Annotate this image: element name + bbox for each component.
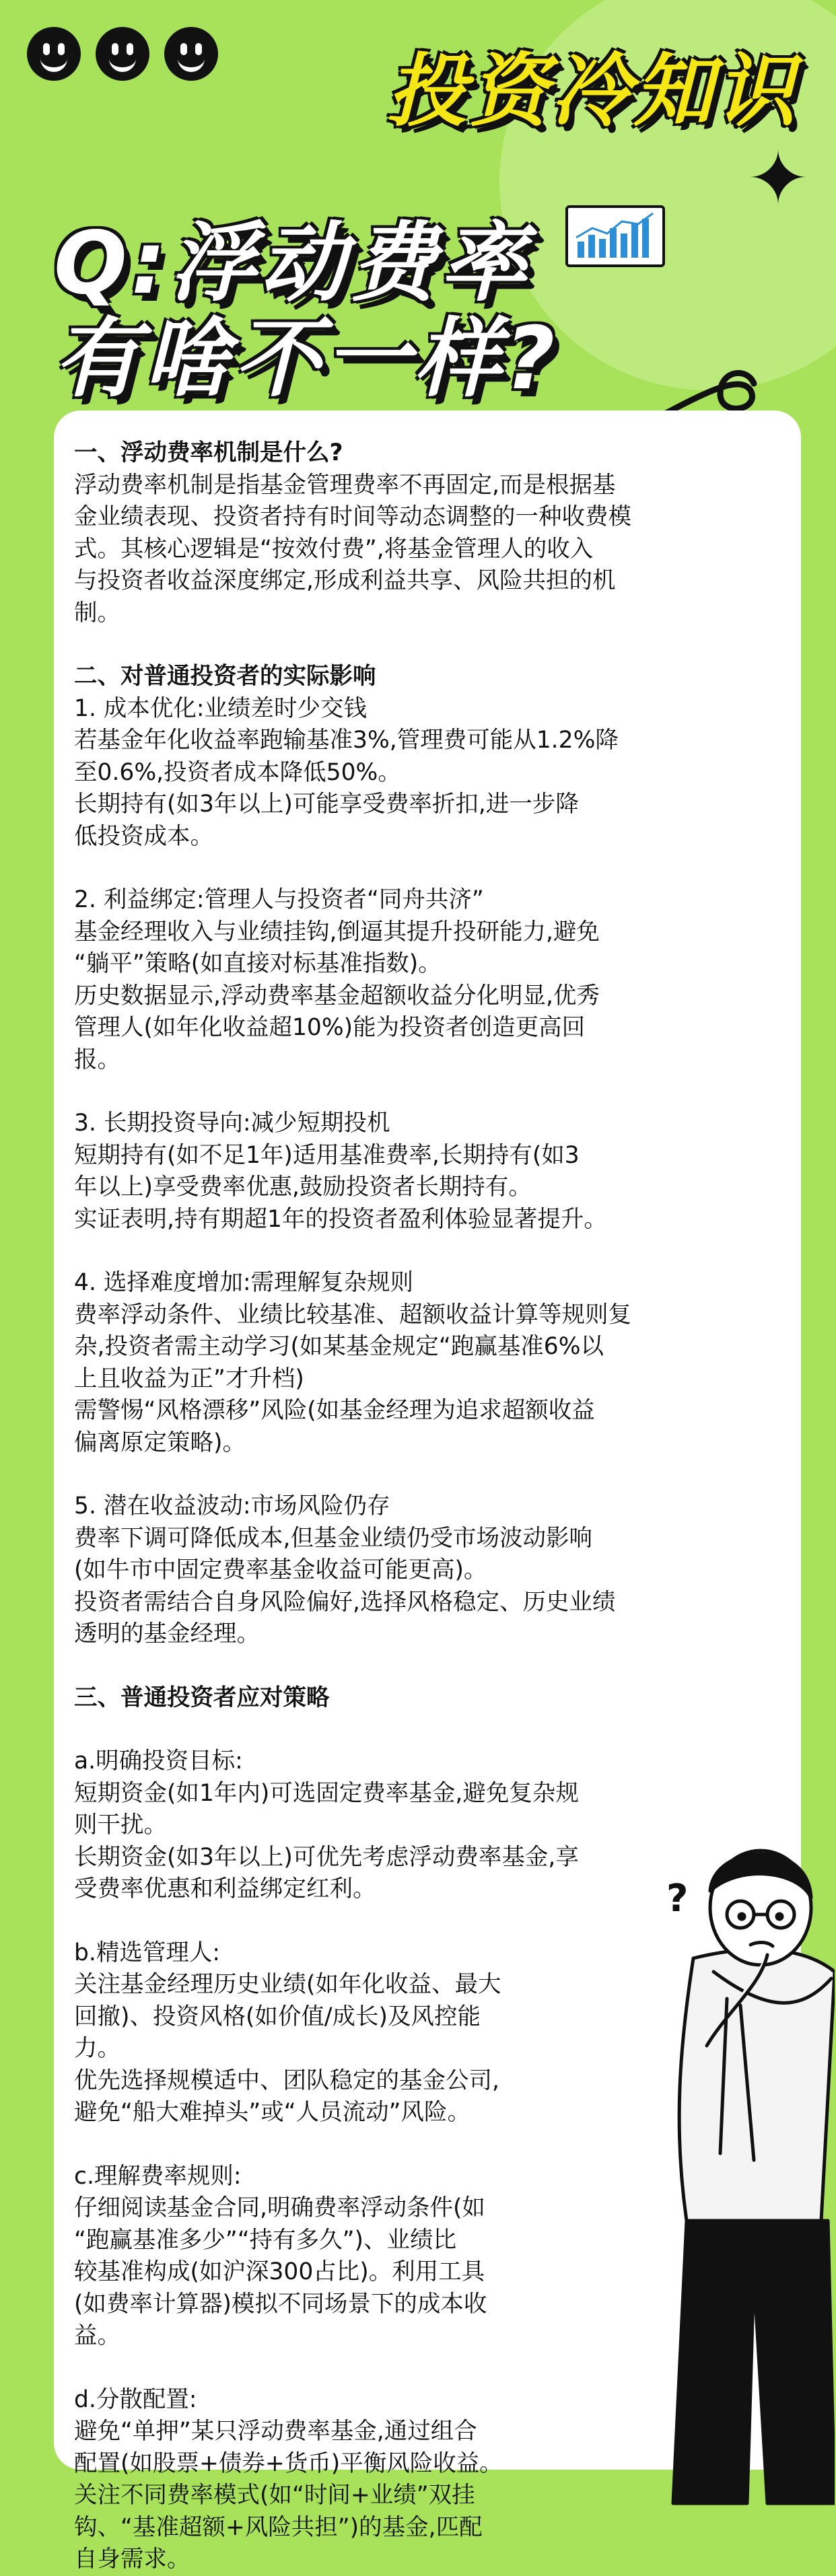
svg-text:?: ? bbox=[666, 1877, 689, 1921]
section-spacer bbox=[74, 853, 774, 884]
section-spacer bbox=[74, 1651, 774, 1682]
section-heading: 一、浮动费率机制是什么? bbox=[74, 439, 343, 466]
smiley-row bbox=[27, 27, 218, 81]
section-spacer bbox=[74, 629, 774, 661]
section-spacer bbox=[74, 1076, 774, 1108]
sparkle-icon: ✦ bbox=[746, 135, 809, 221]
smiley-icon bbox=[96, 27, 149, 81]
smiley-icon bbox=[164, 27, 218, 81]
section-paragraph: b.精选管理人: 关注基金经理历史业绩(如年化收益、最大 回撤)、投资风格(如价值/成长)及风控能 力。 优先选择规模适中、团队稳定的基金公司, 避免“船大难掉头”或“人员流动”风险。 bbox=[74, 1939, 501, 2126]
bar-chart-icon bbox=[565, 205, 665, 267]
section-spacer bbox=[74, 1714, 774, 1746]
thinking-person-illustration bbox=[666, 1844, 835, 2510]
section-spacer bbox=[74, 1459, 774, 1491]
section-paragraph: c.理解费率规则: 仔细阅读基金合同,明确费率浮动条件(如 “跑赢基准多少”“持有多久”)、业绩比 较基准构成(如沪深300占比)。利用工具 (如费率计算器)模拟不同场景下的成本收 益。 bbox=[74, 2162, 487, 2349]
section-paragraph: a.明确投资目标: 短期资金(如1年内)可选固定费率基金,避免复杂规 则干扰。 长期资金(如3年以上)可优先考虑浮动费率基金,享 受费率优惠和利益绑定红利。 bbox=[74, 1748, 579, 1902]
section-paragraph: 浮动费率机制是指基金管理费率不再固定,而是根据基 金业绩表现、投资者持有时间等动态调整的一种收费模 式。其核心逻辑是“按效付费”,将基金管理人的收入 与投资者收益深度绑定,形成利益共享、风险共担的机 制。 bbox=[74, 471, 631, 627]
question-line-1: Q:浮动费率 bbox=[54, 213, 531, 314]
section-spacer bbox=[74, 1236, 774, 1267]
question-line-2: 有啥不一样? bbox=[54, 309, 559, 409]
section-heading: 二、对普通投资者的实际影响 bbox=[74, 663, 376, 690]
section-heading: 三、普通投资者应对策略 bbox=[74, 1684, 330, 1711]
section-paragraph: 2. 利益绑定:管理人与投资者“同舟共济” 基金经理收入与业绩挂钩,倒逼其提升投研能力,避免 “躺平”策略(如直接对标基准指数)。 历史数据显示,浮动费率基金超额收益分化明显,优秀 管理人(如年化收益超10%)能为投资者创造更高回 报。 bbox=[74, 886, 600, 1073]
page-title: 投资冷知识 bbox=[386, 44, 798, 137]
section-paragraph: 3. 长期投资导向:减少短期投机 短期持有(如不足1年)适用基准费率,长期持有(如3 年以上)享受费率优惠,鼓励投资者长期持有。 实证表明,持有期超1年的投资者盈利体验显著提升。 bbox=[74, 1110, 607, 1233]
section-paragraph: 5. 潜在收益波动:市场风险仍存 费率下调可降低成本,但基金业绩仍受市场波动影响 (如牛市中固定费率基金收益可能更高)。 投资者需结合自身风险偏好,选择风格稳定、历史业绩 透明的基金经理。 bbox=[74, 1493, 616, 1647]
smiley-icon bbox=[27, 27, 81, 81]
section-paragraph: 4. 选择难度增加:需理解复杂规则 费率浮动条件、业绩比较基准、超额收益计算等规则复 杂,投资者需主动学习(如某基金规定“跑赢基准6%以 上且收益为正”才升档) 需警惕“风格漂移”风险(如基金经理为追求超额收益 偏离原定策略)。 bbox=[74, 1269, 631, 1456]
section-paragraph: d.分散配置: 避免“单押”某只浮动费率基金,通过组合 配置(如股票+债券+货币)平衡风险收益。 关注不同费率模式(如“时间+业绩”双挂 钩、“基准超额+风险共担”)的基金,匹配 自身需求。 bbox=[74, 2386, 503, 2573]
section-paragraph: 1. 成本优化:业绩差时少交钱 若基金年化收益率跑输基准3%,管理费可能从1.2%降 至0.6%,投资者成本降低50%。 长期持有(如3年以上)可能享受费率折扣,进一步降 低投资成本。 bbox=[74, 694, 619, 850]
